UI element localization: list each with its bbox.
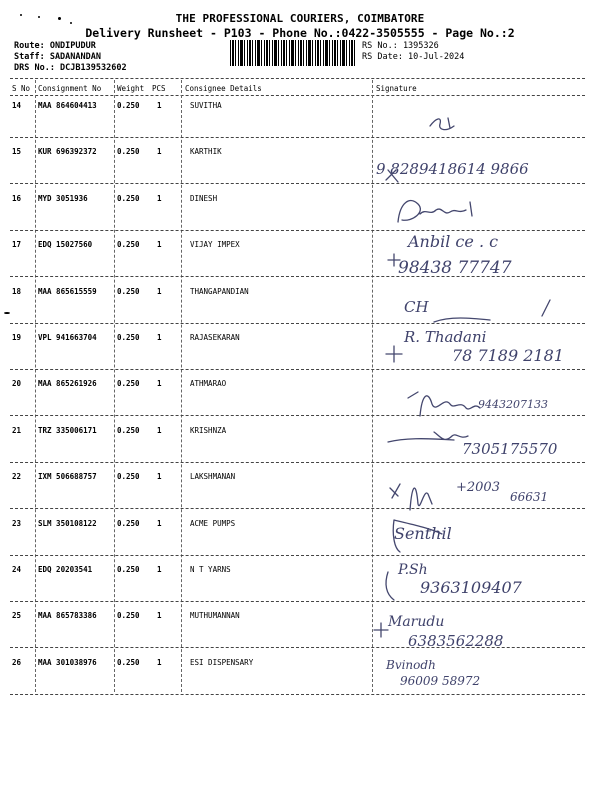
row-separator [10,601,585,602]
staff-label: Staff: SADANANDAN [14,52,101,62]
row-consignee: SUVITHA [190,101,222,110]
signature-row-21 [384,426,474,450]
barcode [230,40,356,66]
row-sno: 16 [12,193,22,203]
row-weight: 0.250 [117,565,140,574]
row-sno: 23 [12,518,22,528]
handwritten-name-row-19: R. Thadani [404,328,487,346]
col-header-consignee: Consignee Details [185,84,262,93]
row-consignment: SLM 350108122 [38,518,97,528]
col-header-pcs: PCS [152,84,166,93]
row-pcs: 1 [157,147,162,157]
row-consignee: ACME PUMPS [190,518,236,528]
row-sno: 20 [12,379,22,389]
drs-number: DRS No.: DCJB139532602 [14,63,127,73]
signature-row-16 [390,192,490,232]
row-consignment: IXM 506688757 [38,472,97,482]
col-header-consignment: Consignment No [38,84,102,93]
rs-number: RS No.: 1395326 [362,41,439,51]
row-weight: 0.250 [117,611,140,621]
row-separator [10,183,585,184]
company-title: THE PROFESSIONAL COURIERS, COIMBATORE [175,12,425,25]
row-consignee: RAJASEKARAN [190,333,240,342]
table-row [0,194,600,240]
row-pcs: 1 [157,333,162,342]
row-separator [10,230,585,231]
row-sno: 22 [12,472,22,482]
row-consignee: DINESH [190,193,218,203]
signature-row-24 [382,566,412,606]
row-consignment: MAA 865615559 [38,286,97,296]
handwritten-name-row-25: Marudu [388,614,445,630]
row-sno: 25 [12,611,22,621]
col-header-weight: Weight [117,84,145,93]
row-weight: 0.250 [117,286,140,296]
row-consignment: MYD 3051936 [38,193,88,203]
row-consignee: N T YARNS [190,565,231,574]
row-pcs: 1 [157,286,162,296]
handwritten-text-row-22-a: +2003 [456,480,500,495]
row-separator [10,369,585,370]
row-sno: 24 [12,565,22,574]
handwritten-phone-row-17: 98438 77747 [398,258,512,278]
row-consignment: MAA 864604413 [38,101,97,110]
row-weight: 0.250 [117,425,140,435]
row-consignee: LAKSHMANAN [190,472,236,482]
row-consignment: KUR 696392372 [38,147,97,157]
row-consignment: TRZ 335006171 [38,425,97,435]
row-consignee: KRISHNZA [190,425,227,435]
row-separator [10,694,585,695]
row-consignment: EDQ 15027560 [38,240,93,250]
handwritten-phone-row-25: 6383562288 [408,632,504,650]
table-row [0,658,600,704]
row-sno: 19 [12,333,22,342]
row-consignee: VIJAY IMPEX [190,240,240,250]
row-pcs: 1 [157,611,162,621]
table-row [0,101,600,147]
runsheet-subtitle: Delivery Runsheet - P103 - Phone No.:0422-3505555 - Page No.:2 [85,26,515,40]
route-label: Route: ONDIPUDUR [14,41,96,51]
handwritten-text-row-22-b: 66631 [510,490,549,504]
row-sno: 18 [12,286,22,296]
row-weight: 0.250 [117,101,140,110]
handwritten-phone-row-19: 78 7189 2181 [452,346,564,365]
row-weight: 0.250 [117,240,140,250]
row-sno: 15 [12,147,22,157]
signature-row-15 [382,160,422,190]
row-consignment: MAA 865261926 [38,379,97,389]
row-pcs: 1 [157,472,162,482]
handwritten-name-row-23: Senthil [394,524,452,543]
row-weight: 0.250 [117,333,140,342]
row-weight: 0.250 [117,379,140,389]
handwritten-phone-row-24: 9363109407 [420,578,522,597]
row-consignment: EDQ 20203541 [38,565,93,574]
row-weight: 0.250 [117,472,140,482]
row-consignment: VPL 941663704 [38,333,97,342]
table-row [0,519,600,565]
signature-row-22 [386,474,456,516]
signature-row-14 [420,108,470,138]
handwritten-initials-row-18: CH [404,298,429,316]
handwritten-phone-row-21: 7305175570 [462,440,558,458]
row-weight: 0.250 [117,657,140,667]
row-weight: 0.250 [117,518,140,528]
row-pcs: 1 [157,425,162,435]
rs-date: RS Date: 10-Jul-2024 [362,52,465,62]
row-separator [10,555,585,556]
col-header-sno: S No [12,84,31,93]
row-sno: 26 [12,657,22,667]
handwritten-name-row-17: Anbil ce . c [408,232,499,251]
row-consignee: MUTHUMANNAN [190,611,240,621]
row-separator [10,415,585,416]
handwritten-phone-row-15: 9 8289418614 9866 [376,160,529,178]
signature-row-18 [430,296,570,326]
signature-row-20 [404,386,484,426]
header-top-rule [10,78,585,79]
handwritten-text-row-24-a: P.Sh [398,562,428,578]
col-header-signature: Signature [376,84,417,93]
handwritten-phone-row-20: 9443207133 [478,398,548,411]
row-separator [10,508,585,509]
row-pcs: 1 [157,240,162,250]
row-pcs: 1 [157,657,162,667]
row-sno: 14 [12,101,22,110]
handwritten-phone-row-26: 96009 58972 [400,674,481,688]
row-consignee: ESI DISPENSARY [190,657,254,667]
row-consignment: MAA 301038976 [38,657,97,667]
row-pcs: 1 [157,193,162,203]
row-weight: 0.250 [117,147,140,157]
row-weight: 0.250 [117,193,140,203]
table-row [0,611,600,657]
row-consignee: ATHMARAO [190,379,227,389]
row-pcs: 1 [157,518,162,528]
row-sno: 21 [12,425,22,435]
row-consignee: THANGAPANDIAN [190,286,249,296]
header-bottom-rule [10,95,585,96]
row-consignee: KARTHIK [190,147,222,157]
row-pcs: 1 [157,379,162,389]
row-pcs: 1 [157,101,162,110]
row-consignment: MAA 865783386 [38,611,97,621]
handwritten-name-row-26: Bvinodh [386,658,436,672]
signature-row-23 [390,514,450,554]
row-pcs: 1 [157,565,162,574]
row-separator [10,462,585,463]
row-separator [10,137,585,138]
row-sno: 17 [12,240,22,250]
